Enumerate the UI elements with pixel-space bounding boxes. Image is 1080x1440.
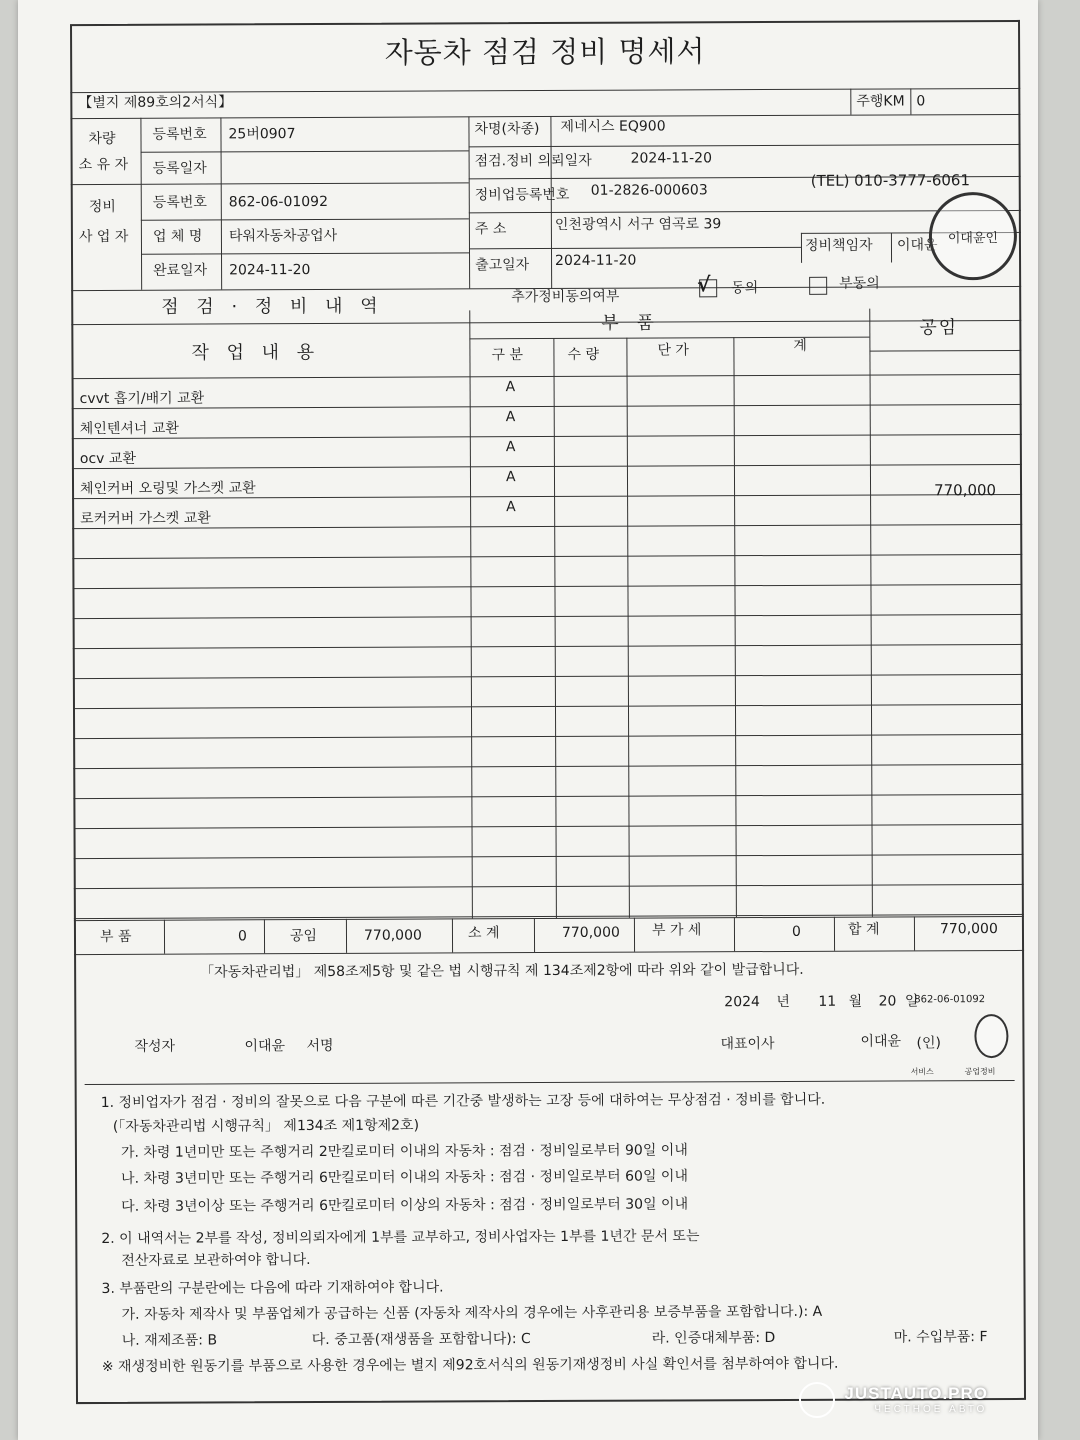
issue-date [724, 994, 918, 1010]
issue-day-unit: 일 [904, 993, 919, 1010]
consent-label: 추가정비동의여부 [511, 288, 620, 306]
watermark [844, 1384, 988, 1415]
issue-year-unit: 년 [776, 993, 790, 1011]
release-date-label: 출고일자 [475, 257, 530, 274]
stamp-reg-no: 862-06-01092 [914, 994, 986, 1006]
work-item-1: cvvt 흡기/배기 교환 [79, 390, 205, 408]
total-labor: 770,000 [363, 927, 422, 944]
rep-name: 이대윤 [860, 1033, 902, 1050]
form-reference: 【별지 제89호의2서식】 [78, 94, 233, 112]
shop-reg-no: 01-2826-000603 [590, 182, 708, 199]
type-item-2: A [505, 409, 516, 426]
owner-reg-no-label: 등록번호 [152, 126, 207, 143]
rule [346, 919, 347, 953]
business-reg-no: 862-06-01092 [228, 193, 329, 211]
total-parts-label: 부 품 [99, 928, 132, 945]
note-3-a: 가. 자동차 제작사 및 부품업체가 공급하는 신품 (자동차 제작사의 경우에는 사후관리용 보증부품을 포함합니다.): A [121, 1303, 823, 1323]
col-type: 구 분 [491, 347, 523, 364]
rule [801, 233, 802, 263]
repair-statement-form [70, 20, 1028, 1424]
shop-tel: (TEL) 010-3777-6061 [810, 171, 971, 190]
note-3-d: 라. 인증대체부품: D [651, 1330, 776, 1347]
owner-reg-no: 25버0907 [228, 126, 296, 143]
vat: 0 [791, 923, 801, 940]
rule [910, 88, 911, 114]
vat-label: 부 가 세 [651, 922, 702, 939]
small-service: 서비스 [910, 1067, 934, 1077]
rule [914, 916, 915, 950]
release-date: 2024-11-20 [555, 252, 637, 269]
owner-reg-date-label: 등록일자 [152, 160, 207, 177]
rule [834, 917, 835, 951]
col-price: 단 가 [657, 342, 689, 359]
manager-name: 이대윤 [896, 237, 938, 254]
grand-total: 770,000 [939, 921, 998, 938]
total-labor-label: 공임 [289, 928, 318, 945]
company-seal-top [929, 192, 1017, 280]
note-3-b: 나. 재제조품: B [121, 1332, 218, 1349]
consent-no-checkbox[interactable] [809, 277, 827, 295]
note-2-cont: 전산자료로 보관하여야 합니다. [121, 1252, 311, 1269]
vehicle-name: 제네시스 EQ900 [560, 118, 666, 135]
note-2: 2. 이 내역서는 2부를 작성, 정비의뢰자에게 1부를 교부하고, 정비사업자는 1부를 1년간 문서 또는 [101, 1228, 700, 1247]
total-parts: 0 [237, 928, 247, 945]
check-mark-icon: √ [697, 272, 711, 297]
rule [452, 918, 453, 952]
shop-reg-label: 정비업등록번호 [474, 186, 570, 204]
mileage-label: 주행KM [856, 93, 905, 110]
rule [634, 918, 635, 952]
rule [891, 232, 892, 262]
manager-label: 정비책임자 [804, 237, 873, 254]
writer-name: 이대윤 [244, 1038, 286, 1055]
type-item-3: A [505, 439, 516, 456]
issue-year: 2024 [724, 994, 760, 1011]
seal-name: 이대윤인 [947, 230, 999, 246]
rule [734, 917, 735, 951]
rule [264, 919, 265, 953]
work-header: 작 업 내 용 [191, 341, 321, 364]
business-label-1: 정비 [88, 198, 116, 215]
rule [164, 920, 165, 954]
watermark-brand: JUSTAUTO.PRO [844, 1384, 988, 1403]
labor-header: 공임 [919, 317, 959, 339]
sign-label: 서명 [306, 1037, 334, 1055]
note-1: 1. 정비업자가 점검 · 정비의 잘못으로 다음 구분에 따른 기간중 발생하는 고장 등에 대하여는 무상점검 · 정비를 합니다. [100, 1091, 826, 1111]
business-company: 타워자동차공업사 [228, 227, 338, 245]
request-date: 2024-11-20 [630, 150, 713, 167]
request-date-label: 점검.정비 의뢰일자 [474, 152, 592, 170]
labor-amount: 770,000 [934, 481, 997, 500]
history-header: 점 검 · 정 비 내 역 [161, 295, 384, 318]
type-item-1: A [505, 379, 516, 396]
type-item-5: A [506, 499, 516, 516]
business-done-date: 2024-11-20 [229, 262, 311, 279]
address-label: 주 소 [474, 221, 507, 238]
vehicle-name-label: 차명(차종) [474, 121, 540, 138]
subtotal-label: 소 계 [467, 925, 500, 942]
issue-month: 11 [818, 993, 837, 1010]
note-3-c: 다. 중고품(재생품을 포함합니다): C [311, 1331, 531, 1349]
rule [534, 918, 535, 952]
watermark-tagline: ЧЕСТНОЕ АВТО [874, 1404, 988, 1415]
address: 인천광역시 서구 염곡로 39 [554, 216, 722, 233]
issue-day: 20 [878, 993, 897, 1010]
work-item-4: 체인커버 오링및 가스켓 교환 [79, 480, 256, 498]
note-1-a: 가. 차령 1년미만 또는 주행거리 2만킬로미터 이내의 자동차 : 점검 · 정비일로부터 90일 이내 [120, 1142, 688, 1161]
business-done-date-label: 완료일자 [153, 262, 208, 279]
work-item-5: 로커커버 가스켓 교환 [80, 510, 211, 528]
business-reg-no-label: 등록번호 [152, 194, 207, 211]
business-company-label: 업 체 명 [152, 228, 203, 245]
type-item-4: A [505, 469, 516, 486]
writer-label: 작성자 [134, 1038, 176, 1055]
col-qty: 수 량 [567, 346, 599, 363]
document-title: 자동차 점검 정비 명세서 [384, 34, 706, 70]
business-label-2: 사 업 자 [78, 228, 129, 246]
issue-month-unit: 월 [848, 993, 863, 1010]
work-item-3: ocv 교환 [79, 450, 136, 468]
note-1-b: 나. 차령 3년미만 또는 주행거리 6만킬로미터 이내의 자동차 : 점검 · 정비일로부터 60일 이내 [121, 1168, 688, 1187]
subtotal: 770,000 [561, 924, 620, 941]
grand-total-label: 합 계 [847, 921, 880, 938]
rule [850, 89, 851, 115]
note-1-c: 다. 차령 3년이상 또는 주행거리 6만킬로미터 이상의 자동차 : 점검 · 정비일로부터 30일 이내 [121, 1196, 689, 1215]
note-1-ref: (「자동차관리법 시행규칙」 제134조 제1항제2호) [112, 1117, 420, 1135]
note-3: 3. 부품란의 구분란에는 다음에 따라 기재하여야 합니다. [101, 1279, 444, 1297]
seal-mark: (인) [916, 1035, 941, 1052]
work-item-2: 체인텐셔너 교환 [79, 420, 179, 438]
note-3-f: 마. 수입부품: F [893, 1329, 988, 1346]
consent-no-label: 부동의 [839, 275, 880, 292]
parts-header: 부 품 [601, 312, 660, 334]
mileage-value: 0 [916, 93, 926, 110]
consent-yes-label: 동의 [731, 280, 759, 297]
rep-label: 대표이사 [720, 1036, 775, 1053]
company-seal-bottom [974, 1014, 1008, 1058]
owner-label-1: 차량 [88, 130, 116, 147]
owner-label-2: 소 유 자 [78, 156, 129, 174]
issuance-statement: 「자동차관리법」 제58조제5항 및 같은 법 시행규칙 제 134조제2항에 따라 위와 같이 발급합니다. [200, 961, 804, 981]
col-total: 계 [793, 337, 807, 354]
paper-sheet [18, 0, 1038, 1440]
small-repair: 공업정비 [964, 1067, 996, 1077]
note-remanufactured: ※ 재생정비한 원동기를 부품으로 사용한 경우에는 별지 제92호서식의 원동기재생정비 사실 확인서를 첨부하여야 합니다. [101, 1355, 839, 1375]
